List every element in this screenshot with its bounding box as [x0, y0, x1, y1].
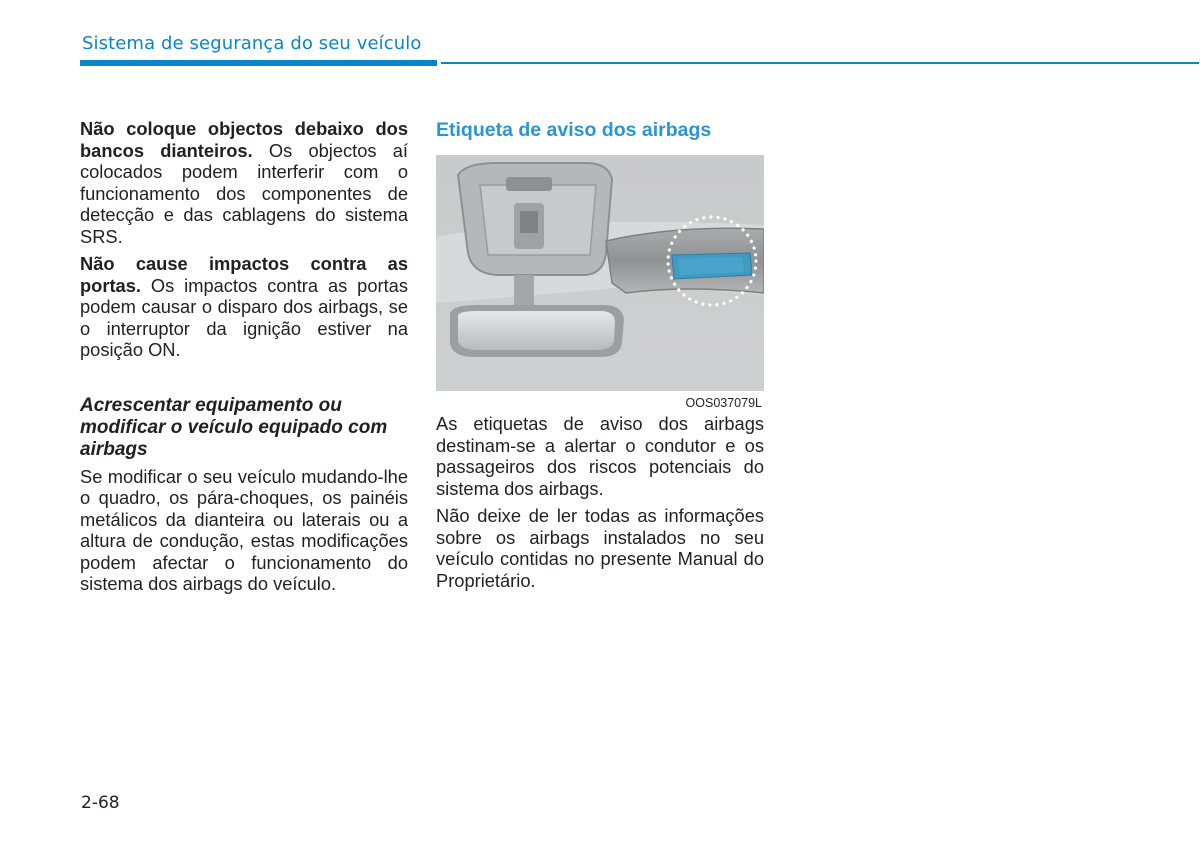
paragraph-bold-lead: Não coloque objectos debaixo dos bancos dianteiros. [80, 118, 408, 161]
paragraph-bold-lead: Não cause impactos contra as portas. [80, 253, 408, 296]
subheading-modifications: Acrescentar equipamento ou modificar o veículo equipado com airbags [80, 394, 388, 460]
figure-airbag-warning-label [436, 155, 764, 413]
left-column [80, 118, 408, 595]
page-header-title: Sistema de segurança do seu veículo [82, 33, 422, 54]
paragraph-text: Os impactos contra as portas podem causar o disparo dos airbags, se o interruptor da ignição estiver na posição ON. [80, 274, 408, 360]
paragraph-read-manual: Não deixe de ler todas as informações sobre os airbags instalados no seu veículo contidas no presente Manual do Proprietário. [436, 505, 764, 591]
paragraph-modifications: Se modificar o seu veículo mudando-lhe o quadro, os pára-choques, os painéis metálicos da dianteira ou laterais ou a altura de condução, estas modificações podem afectar o funcionamento do sistema dos airbags do veículo. [80, 465, 408, 594]
header-rule-thin [441, 62, 1199, 64]
figure-code: OOS037079L [685, 396, 762, 410]
paragraph-objects-under-seats [80, 118, 408, 247]
illustration-sun-visor-label [436, 155, 764, 413]
header-rule-thick [80, 60, 437, 66]
paragraph-text: Os objectos aí colocados podem interferir com o funcionamento dos componentes de detecção e das cablagens do sistema SRS. [80, 139, 408, 247]
paragraph-door-impacts [80, 253, 408, 361]
paragraph-label-purpose: As etiquetas de aviso dos airbags destinam-se a alertar o condutor e os passageiros dos riscos potenciais do sistema dos airbags. [436, 413, 764, 499]
section-title-airbag-label: Etiqueta de aviso dos airbags [436, 119, 712, 141]
page-number: 2-68 [81, 793, 120, 813]
right-column [436, 118, 764, 591]
